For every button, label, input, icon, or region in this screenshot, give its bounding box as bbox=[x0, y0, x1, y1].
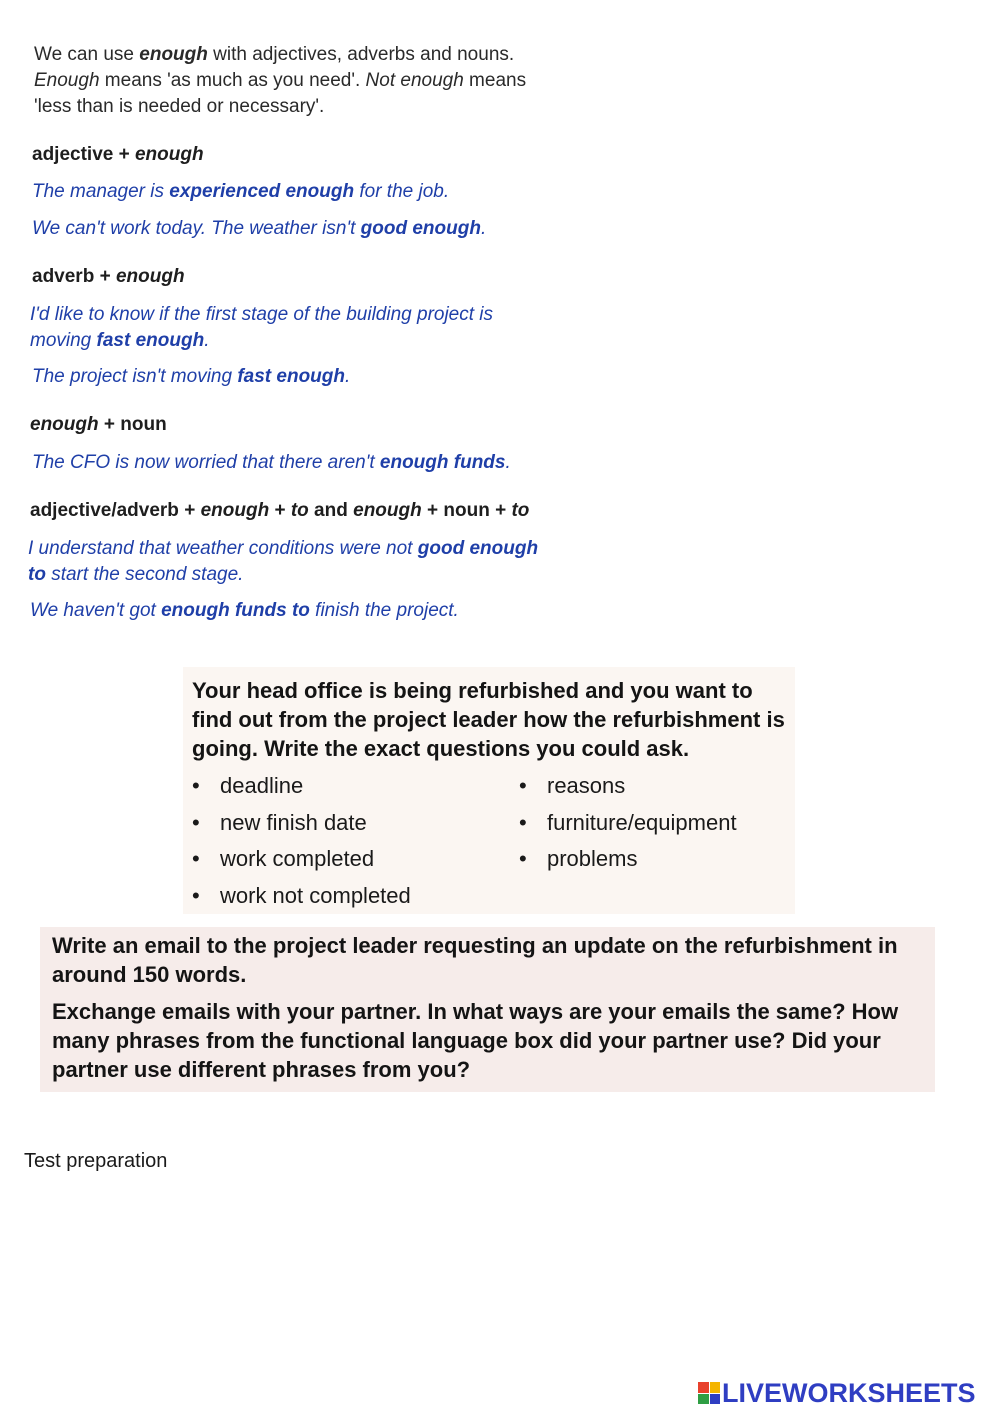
example-sentence: We can't work today. The weather isn't good enough. bbox=[32, 218, 487, 239]
intro-text: with adjectives, adverbs and nouns. bbox=[207, 44, 515, 65]
keyword: enough bbox=[139, 44, 208, 65]
bullet-item: • deadline bbox=[192, 773, 304, 798]
example-sentence: The CFO is now worried that there aren't enough funds. bbox=[32, 452, 511, 473]
liveworksheets-logo bbox=[698, 1378, 976, 1408]
bullet-item: • problems bbox=[519, 846, 638, 871]
bullet-item: • reasons bbox=[519, 773, 626, 798]
exchange-task-instruction: Exchange emails with your partner. In what ways are your emails the same? How many phrases from the functional language box did your partner use? Did your partner use different phrases from you? bbox=[52, 999, 899, 1082]
bullet-item: • work completed bbox=[192, 846, 375, 871]
example-sentence: I'd like to know if the first stage of the building project is moving fast enough. bbox=[30, 304, 494, 351]
bullet-item: • work not completed bbox=[192, 883, 411, 908]
intro-paragraph bbox=[34, 42, 554, 120]
keyword: Not enough bbox=[365, 70, 464, 91]
email-task-text bbox=[52, 931, 932, 1084]
logo-mark-icon bbox=[698, 1382, 720, 1404]
task-instructions: Your head office is being refurbished and you want to find out from the project leader how the refurbishment is going. Write the exact questions you could ask. bbox=[192, 678, 785, 761]
example-sentence: The project isn't moving fast enough. bbox=[32, 366, 351, 387]
intro-text: means bbox=[463, 70, 527, 91]
example-sentence: We haven't got enough funds to finish the project. bbox=[30, 600, 459, 621]
intro-text: means 'as much as you need'. bbox=[99, 70, 366, 91]
email-task-instruction: Write an email to the project leader requesting an update on the refurbishment in around 150 words. bbox=[52, 933, 898, 987]
intro-text: 'less than is needed or necessary'. bbox=[34, 96, 325, 117]
bullet-item: • new finish date bbox=[192, 810, 367, 835]
intro-text: We can use bbox=[34, 44, 140, 65]
section-heading-noun: enough + noun bbox=[30, 414, 167, 435]
section-heading-adverb: adverb + enough bbox=[32, 266, 185, 287]
bullet-item: • furniture/equipment bbox=[519, 810, 737, 835]
logo-text: LIVEWORKSHEETS bbox=[722, 1377, 976, 1408]
section-heading-to: adjective/adverb + enough + to and enough + noun + to bbox=[30, 500, 530, 521]
keyword: Enough bbox=[34, 70, 100, 91]
example-sentence: The manager is experienced enough for the job. bbox=[32, 181, 450, 202]
section-heading-adjective: adjective + enough bbox=[32, 144, 204, 165]
example-sentence: I understand that weather conditions were not good enough to start the second stage. bbox=[28, 538, 539, 585]
test-preparation-label: Test preparation bbox=[24, 1150, 168, 1172]
